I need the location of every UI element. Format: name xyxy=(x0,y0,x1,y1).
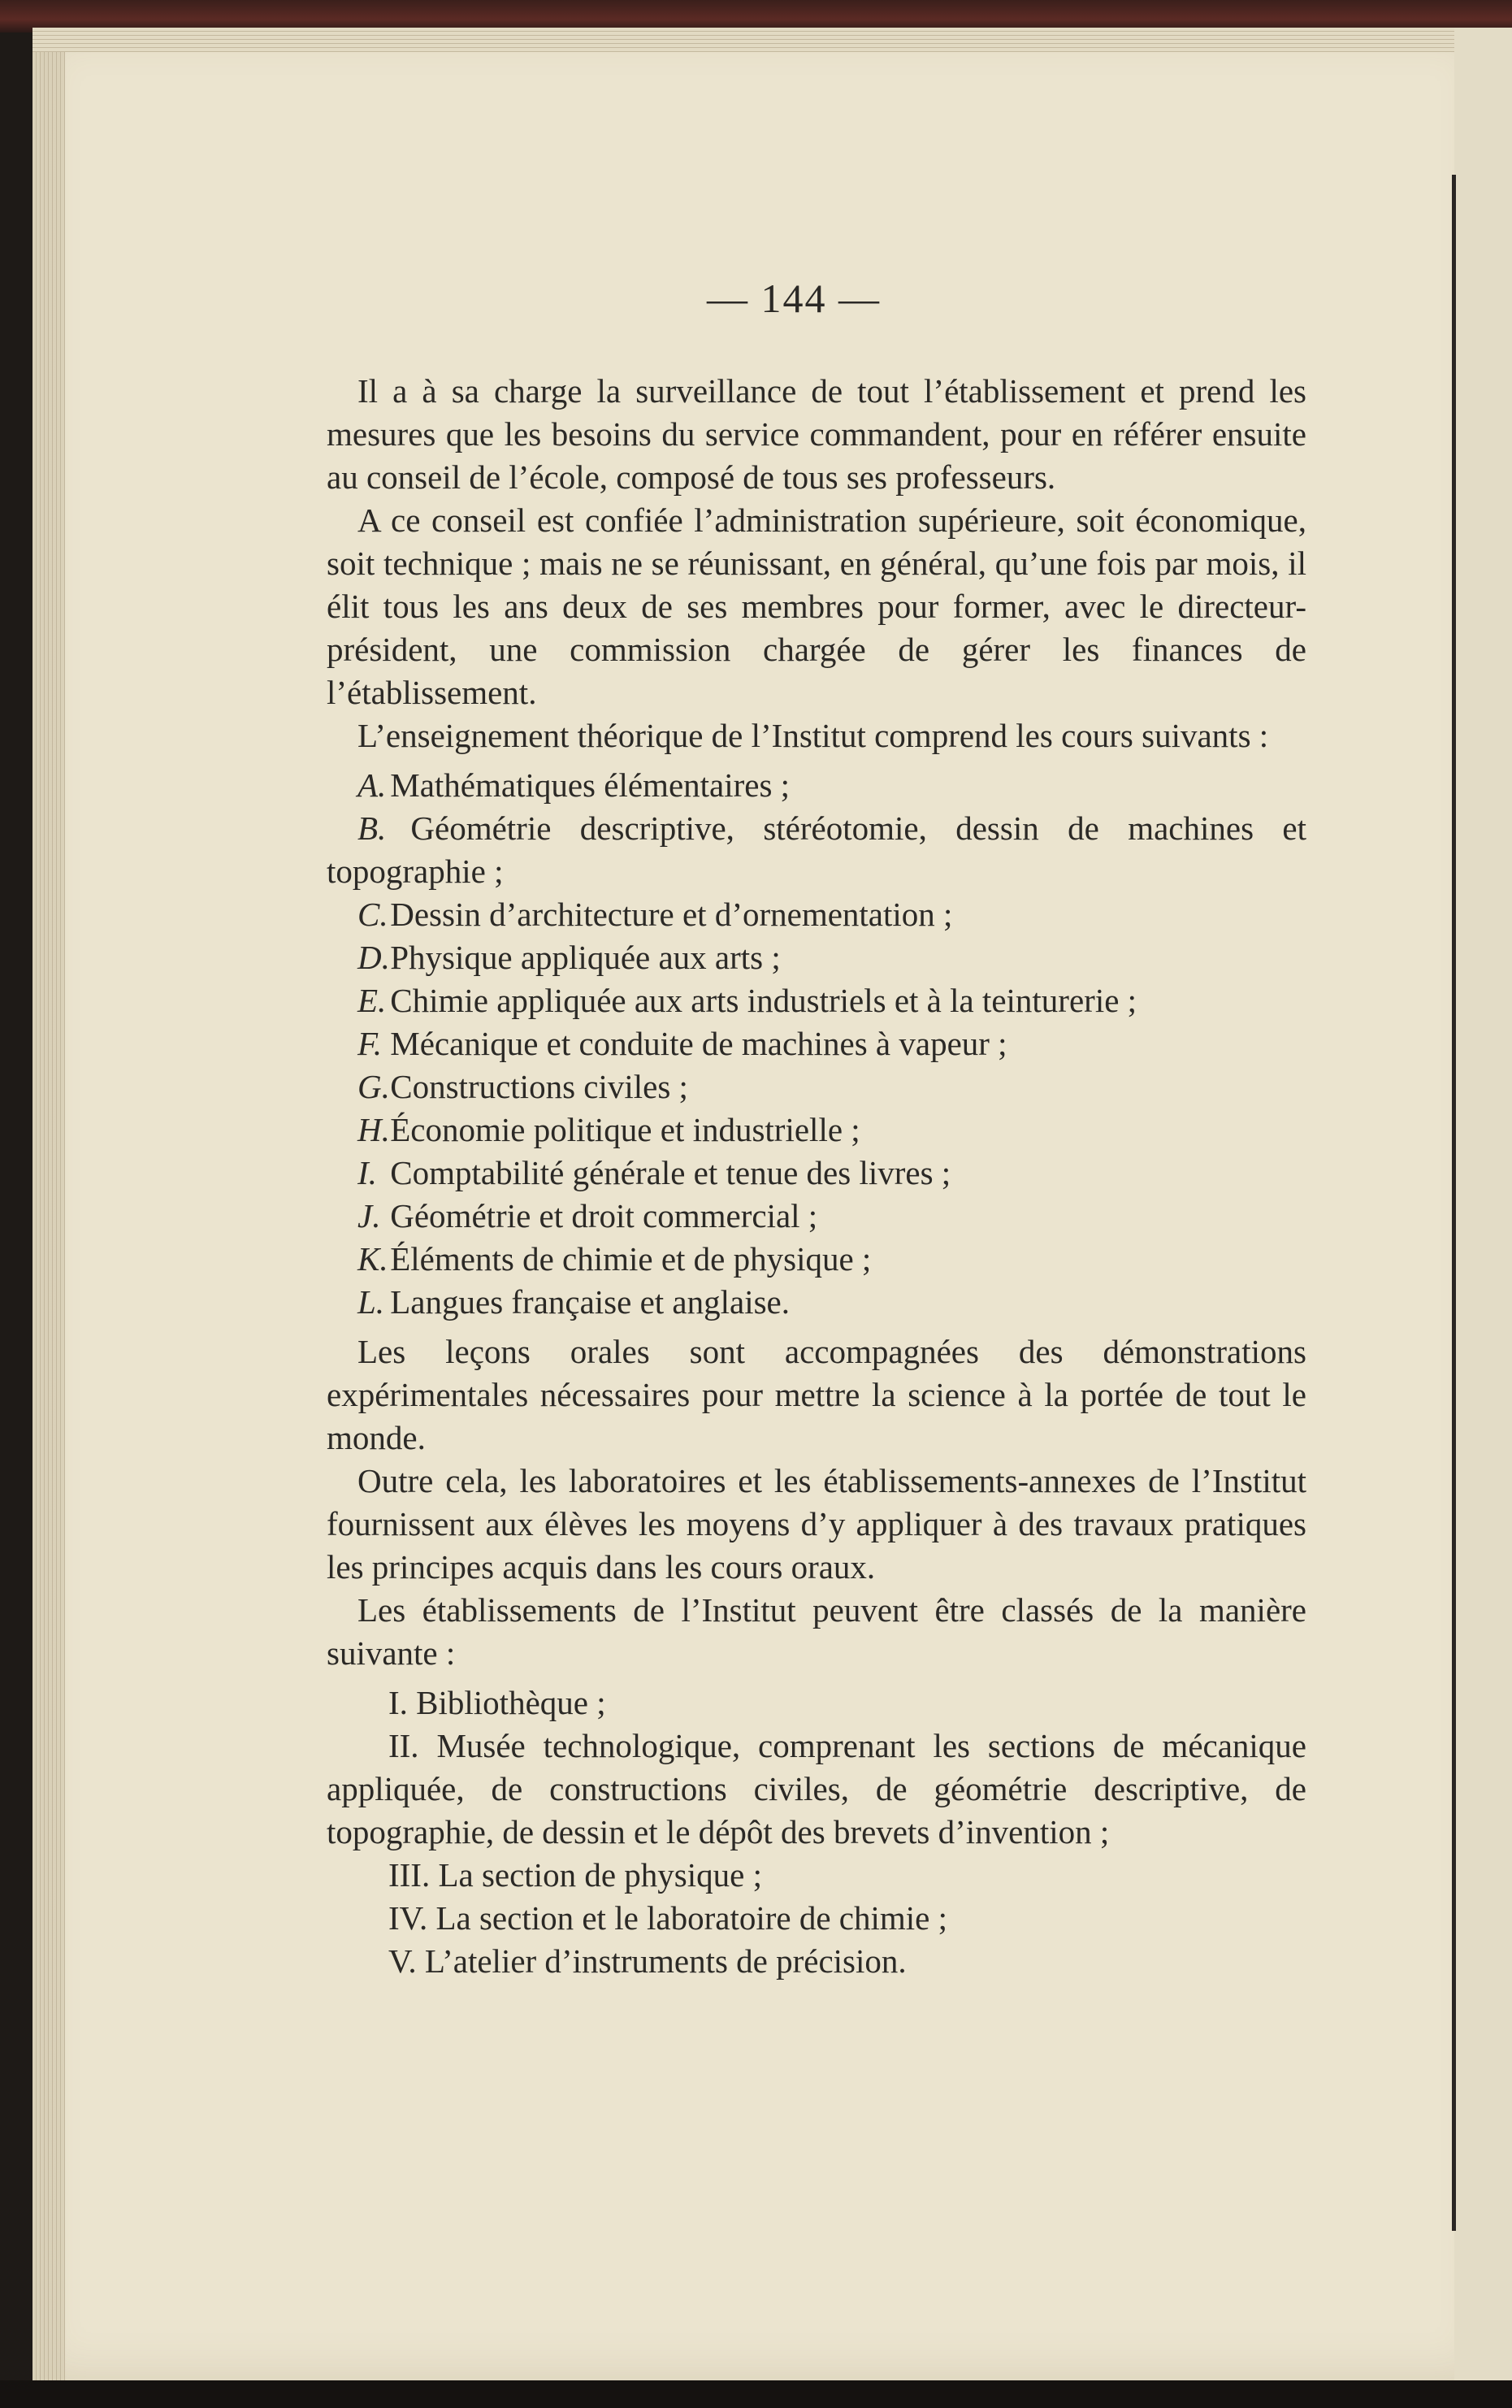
course-letter: F. xyxy=(357,1025,383,1062)
course-text: Physique appliquée aux arts ; xyxy=(390,939,781,976)
course-letter: K. xyxy=(357,1240,388,1278)
course-text: Comptabilité générale et tenue des livres ; xyxy=(390,1154,951,1191)
course-letter: D. xyxy=(357,939,390,976)
course-letter: L. xyxy=(357,1283,385,1321)
paragraph: Les établissements de l’Institut peuvent être classés de la manière suivante : xyxy=(327,1591,1306,1672)
course-text: Mathématiques élémentaires ; xyxy=(390,766,791,804)
paragraph: Outre cela, les laboratoires et les établissements-annexes de l’Institut fournissent aux élèves les moyens d’y appliquer à des travaux pratiques les principes acquis dans les cours oraux. xyxy=(327,1462,1306,1586)
course-letter: I. xyxy=(357,1154,377,1191)
course-list xyxy=(327,764,1306,1324)
page-stack-top-edge xyxy=(32,28,1488,52)
paragraph: A ce conseil est confiée l’administration supérieure, soit économique, soit technique ; mais ne se réunissant, en général, qu’une fois par mois, il élit tous les ans deux de ses membres pour former, avec le directeur-président, une commission chargée de gérer les finances de l’établissement. xyxy=(327,501,1306,711)
course-item xyxy=(327,893,1306,936)
course-letter: B. xyxy=(357,809,387,847)
gutter-rule xyxy=(1452,175,1456,2231)
course-letter: C. xyxy=(357,896,388,933)
course-item xyxy=(327,936,1306,979)
course-text: Éléments de chimie et de physique ; xyxy=(390,1240,872,1278)
page-stack-left-edge xyxy=(32,28,65,2380)
establishment-text: Musée technologique, comprenant les sections de mécanique appliquée, de constructions civiles, de géométrie descriptive, de topographie, de dessin et le dépôt des brevets d’invention ; xyxy=(327,1727,1306,1850)
establishment-item xyxy=(327,1940,1306,1983)
course-letter: G. xyxy=(357,1068,390,1105)
course-text: Économie politique et industrielle ; xyxy=(390,1111,860,1148)
course-item xyxy=(327,764,1306,807)
course-item xyxy=(327,1065,1306,1109)
establishment-text: L’atelier d’instruments de précision. xyxy=(424,1942,907,1980)
page-number: — 144 — xyxy=(707,276,881,321)
course-item xyxy=(327,979,1306,1022)
course-letter: H. xyxy=(357,1111,390,1148)
course-letter: A. xyxy=(357,766,387,804)
course-text: Chimie appliquée aux arts industriels et à la teinturerie ; xyxy=(390,982,1137,1019)
establishment-text: La section et le laboratoire de chimie ; xyxy=(435,1899,948,1937)
paragraph: L’enseignement théorique de l’Institut comprend les cours suivants : xyxy=(357,717,1269,754)
course-text: Langues française et anglaise. xyxy=(390,1283,791,1321)
course-item xyxy=(327,807,1306,893)
establishment-number: V. xyxy=(388,1942,417,1980)
establishment-item xyxy=(327,1897,1306,1940)
establishment-number: III. xyxy=(388,1856,431,1894)
course-item xyxy=(327,1195,1306,1238)
establishment-text: Bibliothèque ; xyxy=(416,1684,606,1721)
course-item xyxy=(327,1238,1306,1281)
book-bottom-edge xyxy=(0,2380,1512,2408)
establishment-list xyxy=(327,1681,1306,1983)
course-item xyxy=(327,1281,1306,1324)
course-letter: E. xyxy=(357,982,387,1019)
course-item xyxy=(327,1022,1306,1065)
establishment-number: I. xyxy=(388,1684,408,1721)
course-text: Mécanique et conduite de machines à vapeur ; xyxy=(390,1025,1007,1062)
establishment-item xyxy=(327,1725,1306,1854)
course-text: Géométrie et droit commercial ; xyxy=(390,1197,818,1234)
course-item xyxy=(327,1109,1306,1152)
course-text: Constructions civiles ; xyxy=(390,1068,688,1105)
paragraph: Il a à sa charge la surveillance de tout l’établissement et prend les mesures que les besoins du service commandent, pour en référer ensuite au conseil de l’école, composé de tous ses professeurs. xyxy=(327,372,1306,496)
establishment-number: II. xyxy=(388,1727,419,1764)
course-letter: J. xyxy=(357,1197,381,1234)
paragraph: Les leçons orales sont accompagnées des démonstrations expérimentales nécessaires pour mettre la science à la portée de tout le monde. xyxy=(327,1333,1306,1456)
course-text: Géométrie descriptive, stéréotomie, dessin de machines et topographie ; xyxy=(327,809,1306,890)
establishment-item xyxy=(327,1854,1306,1897)
middle-paragraphs xyxy=(327,1330,1306,1675)
establishment-number: IV. xyxy=(388,1899,428,1937)
course-item xyxy=(327,1152,1306,1195)
establishment-item xyxy=(327,1681,1306,1725)
page-body xyxy=(327,370,1306,1983)
establishment-text: La section de physique ; xyxy=(438,1856,762,1894)
course-text: Dessin d’architecture et d’ornementation ; xyxy=(390,896,953,933)
gutter-strip xyxy=(1454,28,1512,2408)
